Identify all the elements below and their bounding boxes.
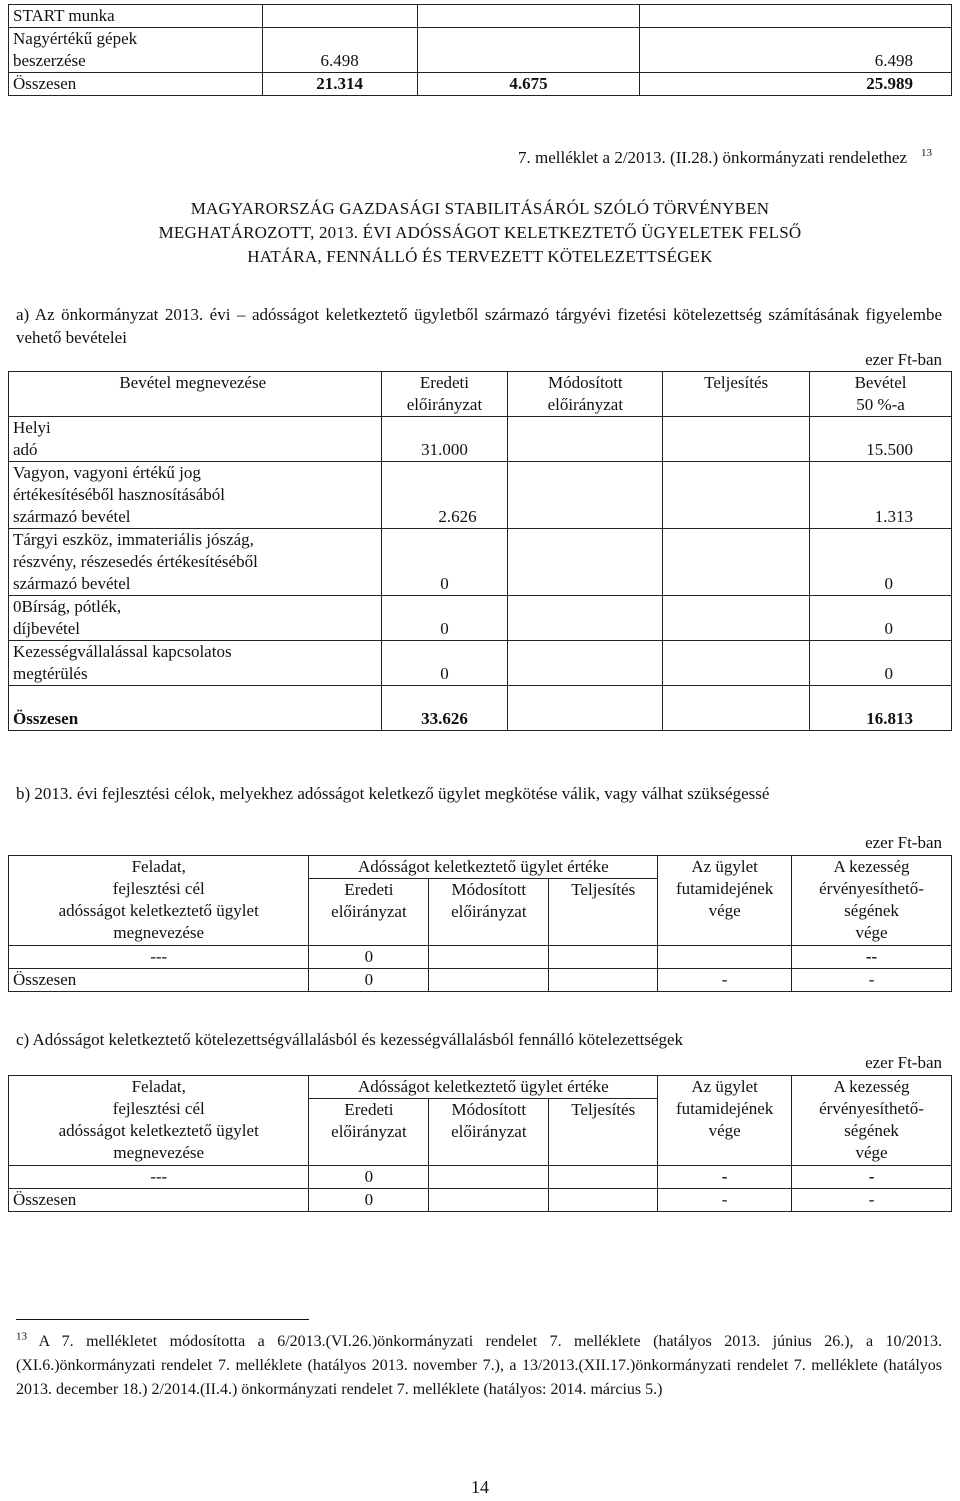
main-title-line: HATÁRA, FENNÁLLÓ ÉS TERVEZETT KÖTELEZETTSÉGEK xyxy=(247,247,713,266)
top-total: 21.314 xyxy=(262,73,417,96)
main-title-line: MEGHATÁROZOTT, 2013. ÉVI ADÓSSÁGOT KELETKEZTETŐ ÜGYELETEK FELSŐ xyxy=(158,223,802,242)
top-row-label: START munka xyxy=(9,5,263,28)
development-goals-table xyxy=(8,855,952,992)
half-value: 0 xyxy=(810,529,952,596)
footnote xyxy=(16,1330,942,1402)
table-row xyxy=(9,1166,952,1189)
top-row-label: Nagyértékű gépek beszerzése xyxy=(9,28,263,73)
row-label: Kezességvállalással kapcsolatos megtérülés xyxy=(9,641,382,686)
section-a-intro: a) Az önkormányzat 2013. évi – adósságot keletkeztető ügyletből származó tárgyévi fizetési kötelezettség számításának figyelembe vehető bevételei xyxy=(16,305,942,347)
half-value: 0 xyxy=(810,596,952,641)
col-header: Teljesítés xyxy=(549,879,658,946)
total-original: 33.626 xyxy=(381,686,508,731)
footnote-divider xyxy=(16,1319,309,1320)
obligations-table xyxy=(8,1075,952,1212)
row-label: 0Bírság, pótlék, díjbevétel xyxy=(9,596,382,641)
table-total-row xyxy=(9,686,952,731)
col-header: Módosított előirányzat xyxy=(508,372,663,417)
col-group-header: Adósságot keletkeztető ügylet értéke xyxy=(309,1076,658,1099)
col-header: A kezesség érvényesíthető- ségének vége xyxy=(792,856,952,946)
total-original: 0 xyxy=(309,969,429,992)
revenue-table xyxy=(8,371,952,731)
task-cell: --- xyxy=(9,1166,309,1189)
col-header: Feladat, fejlesztési cél adósságot keletkeztető ügylet megnevezése xyxy=(9,856,309,946)
table-row xyxy=(9,529,952,596)
col-header: Az ügylet futamidejének vége xyxy=(658,1076,792,1166)
col-header: Teljesítés xyxy=(663,372,810,417)
col-header: Eredeti előirányzat xyxy=(309,879,429,946)
half-value: 0 xyxy=(810,641,952,686)
half-value: 1.313 xyxy=(810,462,952,529)
table-header-row xyxy=(9,372,952,417)
table-total-row xyxy=(9,1189,952,1212)
col-header: Feladat, fejlesztési cél adósságot keletkeztető ügylet megnevezése xyxy=(9,1076,309,1166)
col-header: Az ügylet futamidejének vége xyxy=(658,856,792,946)
top-table xyxy=(8,4,952,96)
original-value: 31.000 xyxy=(381,417,508,462)
table-row xyxy=(9,5,952,28)
main-title-line: MAGYARORSZÁG GAZDASÁGI STABILITÁSÁRÓL SZÓLÓ TÖRVÉNYBEN xyxy=(190,199,770,218)
total-guarantee: - xyxy=(792,969,952,992)
row-label: Vagyon, vagyoni értékű jog értékesítéséből hasznosításából származó bevétel xyxy=(9,462,382,529)
section-c-intro: c) Adósságot keletkeztető kötelezettségvállalásból és kezességvállalásból fennálló kötelezettségek xyxy=(16,1030,683,1049)
col-header: A kezesség érvényesíthető- ségének vége xyxy=(792,1076,952,1166)
original-value: 0 xyxy=(309,1166,429,1189)
original-value: 0 xyxy=(309,946,429,969)
col-header: Eredeti előirányzat xyxy=(381,372,508,417)
page-number: 14 xyxy=(471,1477,489,1497)
term-value: - xyxy=(658,1166,792,1189)
original-value: 0 xyxy=(381,641,508,686)
unit-label: ezer Ft-ban xyxy=(865,1053,942,1072)
col-header: Bevétel 50 %-a xyxy=(810,372,952,417)
original-value: 2.626 xyxy=(381,462,508,529)
table-row xyxy=(9,28,952,73)
table-header-row xyxy=(9,1076,952,1099)
top-total-label: Összesen xyxy=(9,73,263,96)
table-row xyxy=(9,73,952,96)
guarantee-value: -- xyxy=(792,946,952,969)
task-cell: --- xyxy=(9,946,309,969)
total-half: 16.813 xyxy=(810,686,952,731)
footnote-text: A 7. mellékletet módosította a 6/2013.(VI.26.)önkormányzati rendelet 7. melléklete (hatályos 2013. június 26.), a 10/2013.(XI.6.)önkormányzati rendelet 7. melléklete (hatályos 2013. november 7.), a 13/2013.(XII.17.)önkormányzati rendelet 7. melléklete (hatályos 2013. december 18.) 2/2014.(II.4.) önkormányzati rendelet 7. melléklete (hatályos: 2014. március 5.) xyxy=(16,1333,942,1398)
total-label: Összesen xyxy=(9,1189,309,1212)
table-row xyxy=(9,596,952,641)
table-row xyxy=(9,641,952,686)
col-header: Bevétel megnevezése xyxy=(9,372,382,417)
col-header: Módosított előirányzat xyxy=(429,879,549,946)
row-label: Helyi adó xyxy=(9,417,382,462)
top-total: 4.675 xyxy=(417,73,640,96)
table-total-row xyxy=(9,969,952,992)
guarantee-value: - xyxy=(792,1166,952,1189)
top-total: 25.989 xyxy=(640,73,952,96)
total-term: - xyxy=(658,969,792,992)
total-original: 0 xyxy=(309,1189,429,1212)
table-row xyxy=(9,417,952,462)
col-header: Eredeti előirányzat xyxy=(309,1099,429,1166)
top-cell: 6.498 xyxy=(262,28,417,73)
col-header: Teljesítés xyxy=(549,1099,658,1166)
table-row xyxy=(9,946,952,969)
original-value: 0 xyxy=(381,529,508,596)
total-guarantee: - xyxy=(792,1189,952,1212)
total-term: - xyxy=(658,1189,792,1212)
footnote-number: 13 xyxy=(16,1330,27,1343)
annex-title: 7. melléklet a 2/2013. (II.28.) önkormányzati rendelethez 13 xyxy=(518,147,932,167)
section-b-intro: b) 2013. évi fejlesztési célok, melyekhez adósságot keletkező ügylet megkötése válik, vagy válhat szükségessé xyxy=(16,784,770,803)
col-header: Módosított előirányzat xyxy=(429,1099,549,1166)
row-label: Tárgyi eszköz, immateriális jószág, részvény, részesedés értékesítéséből származó bevétel xyxy=(9,529,382,596)
unit-label: ezer Ft-ban xyxy=(865,350,942,369)
top-cell: 6.498 xyxy=(640,28,952,73)
original-value: 0 xyxy=(381,596,508,641)
table-header-row xyxy=(9,856,952,879)
total-label: Összesen xyxy=(9,969,309,992)
col-group-header: Adósságot keletkeztető ügylet értéke xyxy=(309,856,658,879)
table-row xyxy=(9,462,952,529)
half-value: 15.500 xyxy=(810,417,952,462)
unit-label: ezer Ft-ban xyxy=(865,833,942,852)
total-label: Összesen xyxy=(9,686,382,731)
